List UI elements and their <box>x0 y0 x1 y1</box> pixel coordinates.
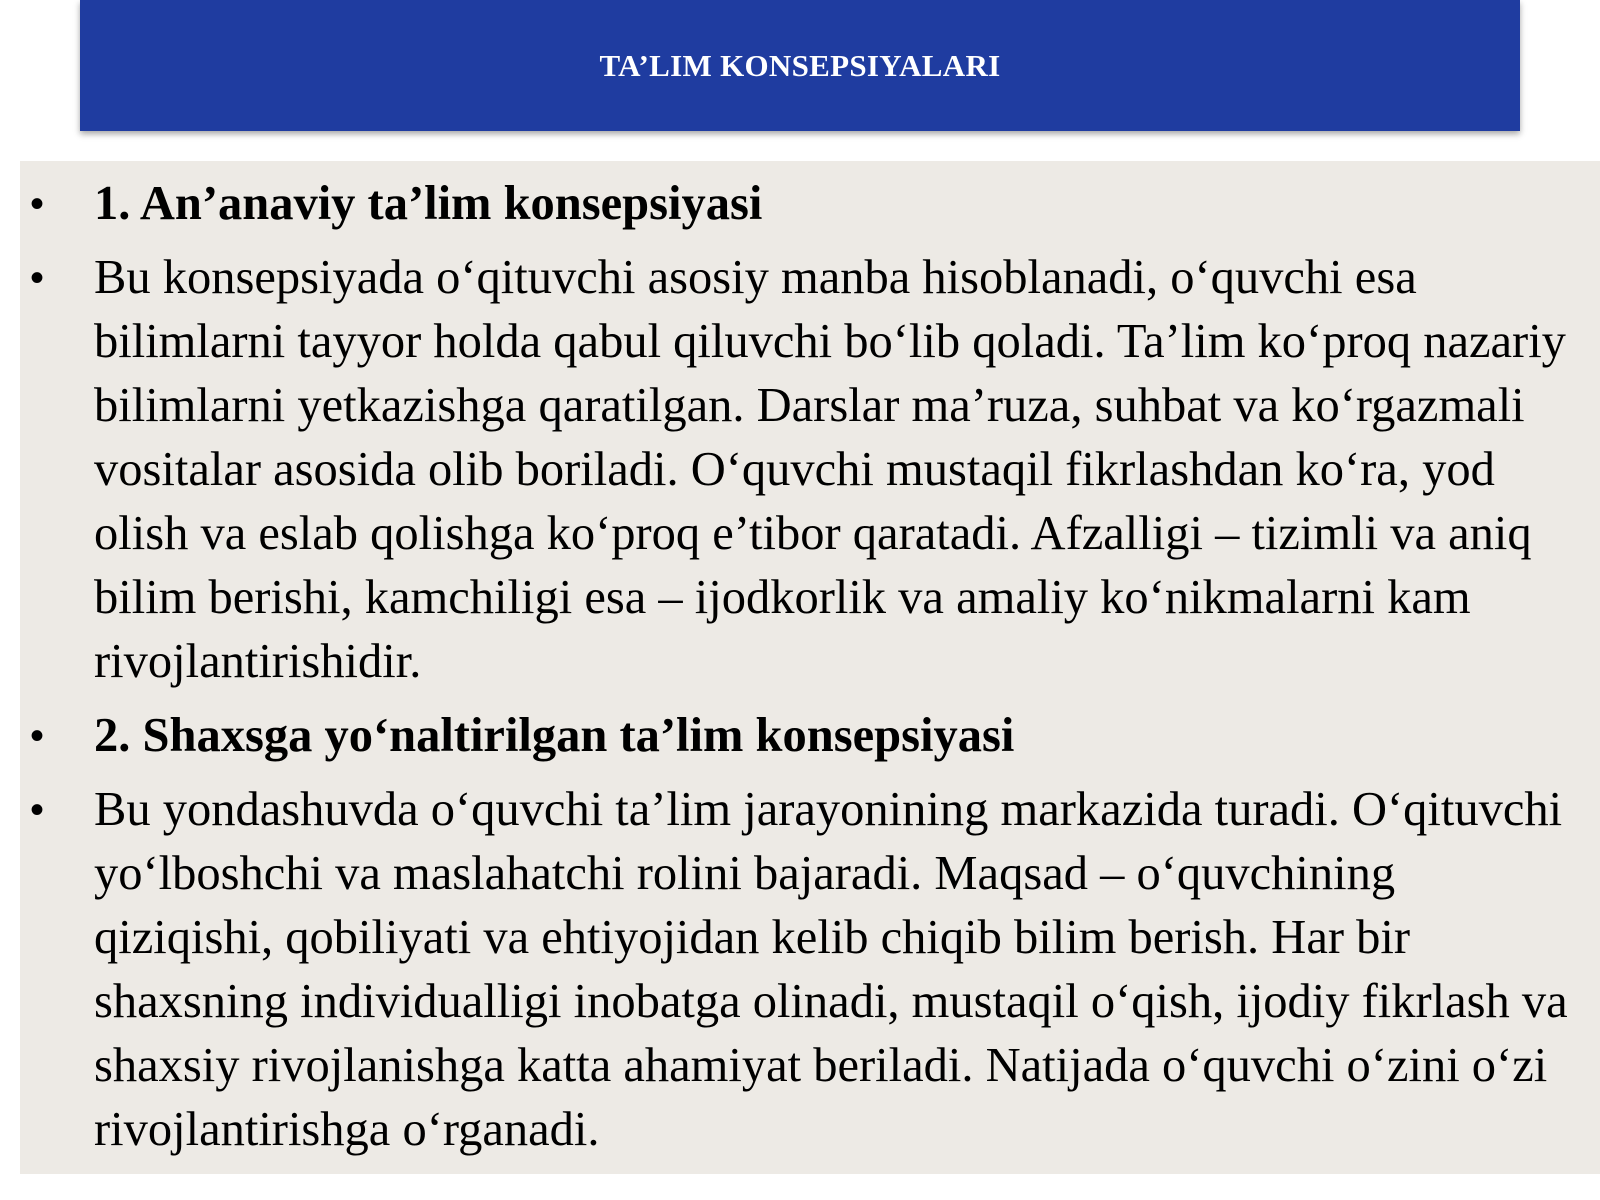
bullet-body-text: Bu yondashuvda o‘quvchi ta’lim jarayonining markazida turadi. O‘qituvchi yo‘lboshchi va maslahatchi rolini bajaradi. Maqsad – o‘quvchining qiziqishi, qobiliyati va ehtiyojidan kelib chiqib bilim berish. Har bir shaxsning individualligi inobatga olinadi, mustaqil o‘qish, ijodiy fikrlash va shaxsiy rivojlanishga katta ahamiyat beriladi. Natijada o‘quvchi o‘zini o‘zi rivojlantirishga o‘rganadi. <box>94 783 1568 1156</box>
bullet-heading-1 <box>20 172 1600 236</box>
bullet-heading-2 <box>20 704 1600 768</box>
slide-title: TA’LIM KONSEPSIYALARI <box>599 47 1001 83</box>
bullet-body-text: Bu konsepsiyada o‘qituvchi asosiy manba hisoblanadi, o‘quvchi esa bilimlarni tayyor holda qabul qiluvchi bo‘lib qoladi. Ta’lim ko‘proq nazariy bilimlarni yetkazishga qaratilgan. Darslar ma’ruza, suhbat va ko‘rgazmali vositalar asosida olib boriladi. O‘quvchi mustaqil fikrlashdan ko‘ra, yod olish va eslab qolishga ko‘proq e’tibor qaratadi. Afzalligi – tizimli va aniq bilim berishi, kamchiligi esa – ijodkorlik va amaliy ko‘nikmalarni kam rivojlantirishidir. <box>94 251 1566 688</box>
title-bar <box>80 0 1520 131</box>
bullet-marker: • <box>30 182 45 226</box>
bullet-marker: • <box>30 256 45 300</box>
bullet-list <box>20 172 1600 1172</box>
bullet-heading-text: 1. An’anaviy ta’lim konsepsiyasi <box>94 177 763 230</box>
bullet-heading-text: 2. Shaxsga yo‘naltirilgan ta’lim konsepsiyasi <box>94 709 1015 762</box>
content-box <box>20 161 1600 1174</box>
bullet-marker: • <box>30 714 45 758</box>
bullet-body-1 <box>20 246 1600 694</box>
bullet-body-2 <box>20 778 1600 1162</box>
bullet-marker: • <box>30 788 45 832</box>
